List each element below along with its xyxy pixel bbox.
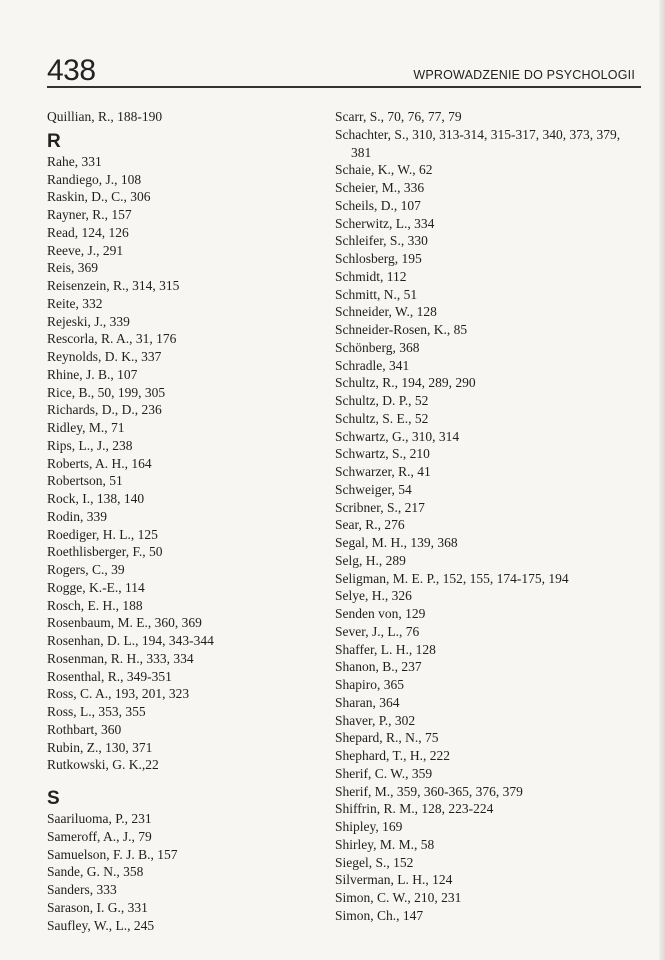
index-entry: Shiffrin, R. M., 128, 223-224	[335, 801, 494, 817]
index-column-right	[335, 108, 635, 925]
index-entry: Seligman, M. E. P., 152, 155, 174-175, 194	[335, 570, 569, 586]
index-entry: Rayner, R., 157	[47, 207, 132, 222]
index-entry: Schwartz, S., 210	[335, 446, 430, 462]
index-entry: Senden von, 129	[335, 606, 426, 621]
index-entry: Reeve, J., 291	[47, 242, 124, 258]
index-entry: Rahe, 331	[47, 153, 102, 169]
index-entry: Samuelson, F. J. B., 157	[47, 846, 178, 862]
index-entry: Shepard, R., N., 75	[335, 730, 439, 746]
index-entry: Saufley, W., L., 245	[47, 917, 155, 933]
index-entry: Raskin, D., C., 306	[47, 189, 151, 205]
index-entry: Reynolds, D. K., 337	[47, 349, 162, 364]
index-entry: Sarason, I. G., 331	[47, 899, 148, 915]
index-entry: Schneider, W., 128	[335, 304, 437, 320]
index-entry: Ross, C. A., 193, 201, 323	[47, 686, 190, 702]
letter-heading-s: S	[47, 788, 60, 809]
index-entry: Scribner, S., 217	[335, 499, 425, 515]
index-entry: Rice, B., 50, 199, 305	[47, 384, 166, 400]
index-entry: Sharan, 364	[335, 694, 400, 710]
index-entry: Shapiro, 365	[335, 677, 404, 692]
index-entry: Simon, C. W., 210, 231	[335, 890, 462, 905]
index-entry: Scheils, D., 107	[335, 197, 421, 213]
index-entry: Rosenthal, R., 349-351	[47, 668, 172, 684]
index-entry: Rosch, E. H., 188	[47, 597, 143, 613]
index-entry: Sameroff, A., J., 79	[47, 828, 152, 844]
index-entry: Schmitt, N., 51	[335, 286, 418, 302]
index-entry: Scarr, S., 70, 76, 77, 79	[335, 109, 462, 124]
index-entry: Shanon, B., 237	[335, 659, 422, 675]
index-entry: Siegel, S., 152	[335, 854, 414, 870]
index-entry: Scherwitz, L., 334	[335, 215, 435, 231]
index-entry: Silverman, L. H., 124	[335, 872, 453, 888]
index-entry: Sear, R., 276	[335, 517, 405, 533]
index-entry: Schultz, R., 194, 289, 290	[335, 375, 476, 391]
index-section-q	[47, 108, 312, 126]
index-entry: Rhine, J. B., 107	[47, 366, 138, 382]
index-entry: Schwartz, G., 310, 314	[335, 428, 460, 444]
running-head: WPROWADZENIE DO PSYCHOLOGII	[413, 68, 635, 82]
index-entry: Simon, Ch., 147	[335, 907, 424, 923]
index-entry: Richards, D., D., 236	[47, 402, 162, 418]
index-entry: Quillian, R., 188-190	[47, 109, 163, 124]
index-entry: Sever, J., L., 76	[335, 623, 420, 639]
index-entry: Reisenzein, R., 314, 315	[47, 278, 180, 293]
index-entry: Rogers, C., 39	[47, 562, 125, 577]
index-column-left	[47, 108, 312, 934]
index-entry: Shipley, 169	[335, 819, 403, 834]
index-entry: Selye, H., 326	[335, 588, 412, 604]
index-entry: Sanders, 333	[47, 882, 117, 897]
index-entry: Rodin, 339	[47, 508, 108, 524]
index-entry: Sande, G. N., 358	[47, 864, 144, 880]
index-entry: Ridley, M., 71	[47, 420, 125, 435]
index-entry: Sherif, M., 359, 360-365, 376, 379	[335, 783, 523, 799]
index-entry: Sherif, C. W., 359	[335, 765, 433, 781]
index-entry: Rutkowski, G. K.,22	[47, 757, 159, 773]
index-entry: Randiego, J., 108	[47, 171, 142, 187]
index-entry: Shirley, M. M., 58	[335, 836, 435, 852]
index-entry: Schwarzer, R., 41	[335, 464, 431, 479]
index-entry: Rejeski, J., 339	[47, 313, 130, 329]
index-entry: Schneider-Rosen, K., 85	[335, 322, 468, 337]
index-entry: Schultz, S. E., 52	[335, 410, 429, 426]
index-entry: Reis, 369	[47, 260, 99, 276]
index-entry: Roethlisberger, F., 50	[47, 544, 163, 560]
index-entry: Roediger, H. L., 125	[47, 526, 158, 542]
index-entry: Ross, L., 353, 355	[47, 704, 146, 719]
index-entry: Schlosberg, 195	[335, 251, 422, 266]
index-entry: Schaie, K., W., 62	[335, 162, 433, 178]
header-rule	[47, 86, 641, 88]
index-entry: Schachter, S., 310, 313-314, 315-317, 340, 373, 379, 381	[335, 126, 621, 160]
index-entry: Schultz, D. P., 52	[335, 393, 429, 408]
index-entry: Shephard, T., H., 222	[335, 748, 450, 763]
index-entry: Rock, I., 138, 140	[47, 491, 145, 506]
index-entry: Schmidt, 112	[335, 268, 407, 284]
index-entry: Rosenbaum, M. E., 360, 369	[47, 615, 202, 631]
page-number: 438	[47, 54, 96, 87]
letter-heading-r: R	[47, 130, 61, 152]
index-entry: Scheier, M., 336	[335, 180, 425, 195]
index-entry: Read, 124, 126	[47, 224, 129, 240]
index-entry: Roberts, A. H., 164	[47, 455, 152, 471]
index-entry: Schleifer, S., 330	[335, 233, 428, 249]
index-entry: Segal, M. H., 139, 368	[335, 535, 458, 550]
index-entry: Schradle, 341	[335, 357, 410, 373]
index-entry: Selg, H., 289	[335, 552, 406, 568]
index-entry: Rogge, K.-E., 114	[47, 579, 145, 595]
index-section-r	[47, 153, 312, 774]
index-entry: Schweiger, 54	[335, 481, 412, 497]
index-entry: Rosenman, R. H., 333, 334	[47, 650, 194, 666]
page-edge-shadow	[659, 0, 665, 960]
index-entry: Saariluoma, P., 231	[47, 811, 152, 826]
index-entry: Reite, 332	[47, 295, 103, 311]
index-entry: Rubin, Z., 130, 371	[47, 739, 153, 755]
index-entry: Shaver, P., 302	[335, 712, 416, 728]
index-entry: Rescorla, R. A., 31, 176	[47, 331, 177, 347]
index-entry: Rosenhan, D. L., 194, 343-344	[47, 633, 214, 648]
index-entry: Robertson, 51	[47, 473, 123, 489]
index-section-s-continued	[335, 108, 635, 925]
index-entry: Shaffer, L. H., 128	[335, 641, 436, 657]
index-entry: Rothbart, 360	[47, 721, 122, 737]
index-section-s	[47, 810, 312, 934]
index-entry: Rips, L., J., 238	[47, 437, 133, 453]
index-entry: Schönberg, 368	[335, 339, 420, 355]
